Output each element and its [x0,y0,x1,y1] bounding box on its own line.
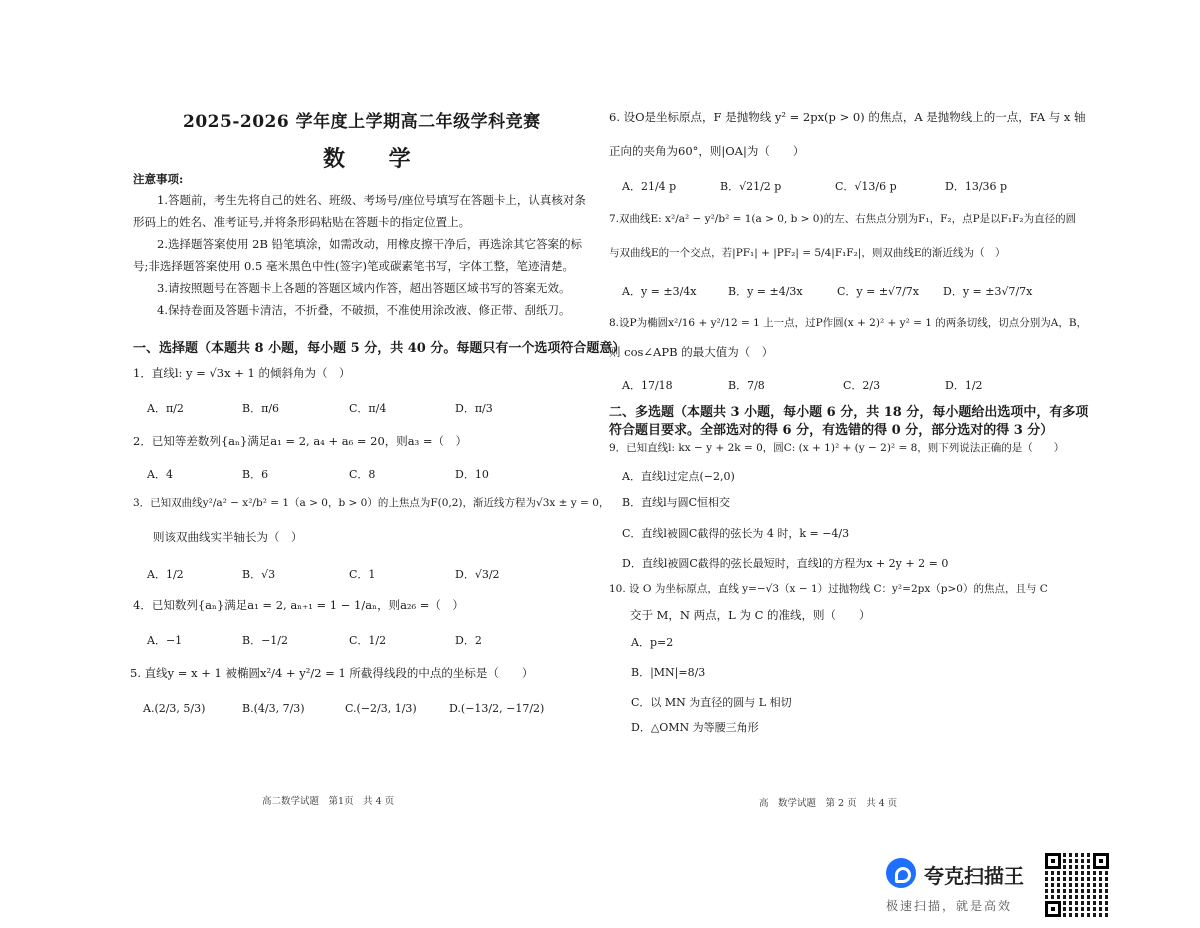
option: B．|MN|=8/3 [631,666,706,679]
question-3-cont: 则该双曲线实半轴长为（ ） [153,530,303,544]
notice-line: 号;非选择题答案使用 0.5 毫米黑色中性(签字)笔或碳素笔书写，字体工整，笔迹清楚。 [133,259,574,273]
page-footer: 高二数学试题 第1页 共 4 页 [262,796,395,807]
option: D．△OMN 为等腰三角形 [631,721,759,734]
option: C．1/2 [349,634,387,647]
section-heading: 二、多选题（本题共 3 小题，每小题 6 分，共 18 分，每小题给出选项中，有多项 [609,405,1089,420]
question-7-cont: 与双曲线E的一个交点，若|PF₁| + |PF₂| = 5/4|F₁F₂|，则双曲线E的渐近线为（ ） [609,247,1006,259]
option: D．10 [455,468,489,481]
section-heading-cont: 符合题目要求。全部选对的得 6 分，有选错的得 0 分，部分选对的得 3 分） [609,423,1054,438]
option: A．−1 [147,634,183,647]
question-6-cont: 正向的夹角为60°，则|OA|为（ ） [609,144,805,158]
option: A．4 [147,468,173,481]
question-1: 1．直线l: y = √3x + 1 的倾斜角为（ ） [133,366,351,380]
subject-title: 数 学 [323,146,429,172]
notice-line: 1.答题前，考生先将自己的姓名、班级、考场号/座位号填写在答题卡上，认真核对条 [157,193,586,207]
question-10-cont: 交于 M，N 两点，L 为 C 的准线，则（ ） [630,608,871,622]
option: C.(−2/3, 1/3) [345,702,417,715]
option: A．π/2 [147,402,184,415]
option: D．y = ±3√7/7x [943,285,1033,298]
question-4: 4．已知数列{aₙ}满足a₁ = 2, aₙ₊₁ = 1 − 1/aₙ，则a₂₆ =（ ） [133,598,464,612]
option: D．√3/2 [455,568,500,581]
question-9: 9．已知直线l: kx − y + 2k = 0，圆C: (x + 1)² + (y − 2)² = 8，则下列说法正确的是（ ） [609,442,1065,454]
scanner-brand-name: 夸克扫描王 [924,864,1024,888]
option: D．π/3 [455,402,493,415]
question-3: 3．已知双曲线y²/a² − x²/b² = 1（a > 0，b > 0）的上焦点为F(0,2)，渐近线方程为√3x ± y = 0， [133,497,610,509]
option: A．17/18 [622,379,673,392]
option: C．2/3 [843,379,881,392]
option: B．7/8 [728,379,765,392]
option: B．√3 [242,568,276,581]
question-6: 6. 设O是坐标原点，F 是抛物线 y² = 2px(p > 0) 的焦点，A 是抛物线上的一点，FA 与 x 轴 [609,110,1086,124]
option: A．直线l过定点(−2,0) [622,470,735,483]
option: C．y = ±√7/7x [837,285,919,298]
scanner-logo-icon [886,858,916,888]
option: B．直线l与圆C恒相交 [622,496,731,509]
option: C．直线l被圆C截得的弦长为 4 时，k = −4/3 [622,527,850,540]
option: C．π/4 [349,402,387,415]
notice-line: 形码上的姓名、准考证号,并将条形码粘贴在答题卡的指定位置上。 [133,215,471,229]
option: D．2 [455,634,482,647]
notice-line: 3.请按照题号在答题卡上各题的答题区域内作答，超出答题区域书写的答案无效。 [157,281,571,295]
option: B.(4/3, 7/3) [242,702,305,715]
notice-line: 4.保持卷面及答题卡清洁，不折叠，不破损，不准使用涂改液、修正带、刮纸刀。 [157,303,571,317]
qr-code-icon [1045,853,1109,917]
page-footer: 高 数学试题 第 2 页 共 4 页 [759,798,898,809]
option: C．1 [349,568,376,581]
option: A.(2/3, 5/3) [143,702,206,715]
option: D．直线l被圆C截得的弦长最短时，直线l的方程为x + 2y + 2 = 0 [622,557,949,570]
question-8: 8.设P为椭圆x²/16 + y²/12 = 1 上一点，过P作圆(x + 2)² + y² = 1 的两条切线，切点分别为A，B， [609,317,1088,329]
option: A．21/4 p [622,180,677,193]
exam-title: 2025-2026 学年度上学期高二年级学科竞赛 [183,112,541,132]
notice-heading: 注意事项: [133,172,184,186]
option: A．p=2 [631,636,674,649]
option: D．13/36 p [945,180,1008,193]
question-8-cont: 则 cos∠APB 的最大值为（ ） [609,345,774,359]
option: B．y = ±4/3x [728,285,803,298]
option: C．8 [349,468,376,481]
option: C．以 MN 为直径的圆与 L 相切 [631,696,792,709]
option: B．√21/2 p [720,180,782,193]
option: B．−1/2 [242,634,289,647]
option: A．y = ±3/4x [622,285,697,298]
scanner-slogan: 极速扫描，就是高效 [886,899,1013,913]
section-heading: 一、选择题（本题共 8 小题，每小题 5 分，共 40 分。每题只有一个选项符合题意） [133,341,626,356]
question-7: 7.双曲线E: x²/a² − y²/b² = 1(a > 0, b > 0)的左、右焦点分别为F₁，F₂，点P是以F₁F₂为直径的圆 [609,213,1077,225]
option: C．√13/6 p [835,180,897,193]
question-10: 10. 设 O 为坐标原点，直线 y=−√3（x − 1）过抛物线 C：y²=2px（p>0）的焦点，且与 C [609,583,1048,595]
option: B．6 [242,468,269,481]
exam-page-2 [600,0,1200,928]
option: D.(−13/2, −17/2) [449,702,545,715]
option: A．1/2 [147,568,184,581]
notice-line: 2.选择题答案使用 2B 铅笔填涂，如需改动，用橡皮擦干净后，再选涂其它答案的标 [157,237,583,251]
option: B．π/6 [242,402,280,415]
option: D．1/2 [945,379,983,392]
question-2: 2．已知等差数列{aₙ}满足a₁ = 2, a₄ + a₆ = 20，则a₃ =（ ） [133,434,468,448]
question-5: 5. 直线y = x + 1 被椭圆x²/4 + y²/2 = 1 所截得线段的中点的坐标是（ ） [130,666,534,680]
